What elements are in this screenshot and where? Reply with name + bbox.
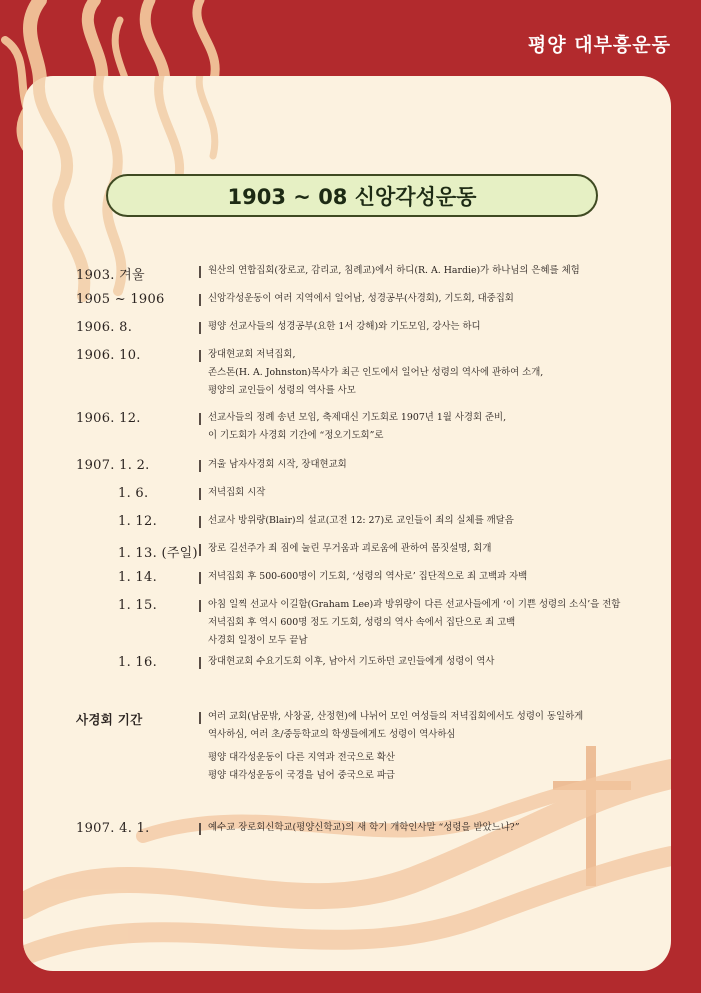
event-line: 선교사 방위량(Blair)의 설교(고전 12: 27)로 교인들이 죄의 실체를 깨달음	[208, 515, 514, 526]
event-line: 저녁집회 시작	[208, 487, 266, 498]
event-description	[208, 596, 678, 650]
event-marker	[199, 572, 201, 584]
event-marker	[199, 712, 201, 724]
event-line: 아침 일찍 선교사 이길함(Graham Lee)과 방위량이 다른 선교사들에게 ‘이 기쁜 성령의 소식’을 전함	[208, 599, 621, 610]
event-line: 선교사들의 정례 송년 모임, 축제대신 기도회로 1907년 1월 사경회 준비,	[208, 412, 507, 423]
event-line: 원산의 연합집회(장로교, 감리교, 침례교)에서 하디(R. A. Hardie)가 하나님의 은혜를 체험	[208, 265, 580, 276]
event-description	[208, 568, 678, 586]
event-line: 평양 대각성운동이 다른 지역과 전국으로 확산	[208, 752, 395, 763]
event-line: 존스톤(H. A. Johnston)목사가 최근 인도에서 일어난 성령의 역사에 관하여 소개,	[208, 367, 544, 378]
event-description	[208, 653, 678, 671]
event-description	[208, 819, 678, 837]
event-marker	[199, 657, 201, 669]
event-marker	[199, 544, 201, 556]
event-date: 1907. 1. 2.	[76, 458, 150, 473]
event-description	[208, 346, 678, 400]
event-line: 장대현교회 저녁집회,	[208, 349, 296, 360]
event-line: 신앙각성운동이 여러 지역에서 일어남, 성경공부(사경회), 기도회, 대중집회	[208, 293, 514, 304]
event-marker	[199, 823, 201, 835]
event-marker	[199, 413, 201, 425]
event-marker	[199, 294, 201, 306]
event-marker	[199, 322, 201, 334]
event-date: 1. 12.	[118, 514, 158, 529]
event-description	[208, 749, 678, 785]
event-date: 1906. 8.	[76, 320, 133, 335]
event-line: 여러 교회(남문밖, 사창골, 산정현)에 나뉘어 모인 여성들의 저녁집회에서도 성령이 동일하게	[208, 711, 584, 722]
event-date: 1906. 10.	[76, 348, 141, 363]
event-description	[208, 409, 678, 445]
event-marker	[199, 266, 201, 278]
event-description	[208, 484, 678, 502]
event-marker	[199, 460, 201, 472]
event-date: 1. 13. (주일)	[118, 546, 198, 561]
event-description	[208, 456, 678, 474]
event-line: 저녁집회 후 500-600명이 기도회, ‘성령의 역사로’ 집단적으로 죄 고백과 자백	[208, 571, 528, 582]
event-description	[208, 540, 678, 558]
event-line: 이 기도회가 사경회 기간에 “정오기도회”로	[208, 430, 384, 441]
event-line: 장로 길선주가 죄 짐에 눌린 무거움과 괴로움에 관하여 몸짓설명, 회개	[208, 543, 492, 554]
event-date: 1903. 겨울	[76, 268, 145, 283]
header-brand: 평양 대부흥운동	[527, 34, 671, 56]
event-description	[208, 512, 678, 530]
event-description	[208, 318, 678, 336]
event-description	[208, 290, 678, 308]
event-line: 저녁집회 후 역시 600명 정도 기도회, 성령의 역사 속에서 집단으로 죄 고백	[208, 617, 516, 628]
event-date: 1. 6.	[118, 486, 149, 501]
event-line: 장대현교회 수요기도회 이후, 남아서 기도하던 교인들에게 성령이 역사	[208, 656, 495, 667]
event-line: 사경회 일정이 모두 끝남	[208, 635, 308, 646]
event-date: 1. 16.	[118, 655, 158, 670]
event-description	[208, 262, 678, 280]
event-date: 1906. 12.	[76, 411, 141, 426]
event-marker	[199, 600, 201, 612]
event-date: 사경회 기간	[76, 712, 143, 727]
event-line: 평양의 교인들이 성령의 역사를 사모	[208, 385, 356, 396]
event-description	[208, 708, 678, 744]
event-date: 1. 14.	[118, 570, 158, 585]
event-line: 예수교 장로회신학교(평양신학교)의 새 학기 개학인사말 “성령을 받았느냐?”	[208, 822, 520, 833]
event-line: 겨울 남자사경회 시작, 장대현교회	[208, 459, 347, 470]
event-line: 평양 대각성운동이 국경을 넘어 중국으로 파급	[208, 770, 395, 781]
event-marker	[199, 516, 201, 528]
event-date: 1907. 4. 1.	[76, 821, 150, 836]
event-marker	[199, 350, 201, 362]
page-title: 1903 ~ 08 신앙각성운동	[106, 174, 598, 217]
event-line: 평양 선교사들의 성경공부(요한 1서 강해)와 기도모임, 강사는 하디	[208, 321, 481, 332]
event-date: 1905 ~ 1906	[76, 292, 165, 307]
event-line: 역사하심, 여러 초/중등학교의 학생들에게도 성령이 역사하심	[208, 729, 456, 740]
event-date: 1. 15.	[118, 598, 158, 613]
event-marker	[199, 488, 201, 500]
